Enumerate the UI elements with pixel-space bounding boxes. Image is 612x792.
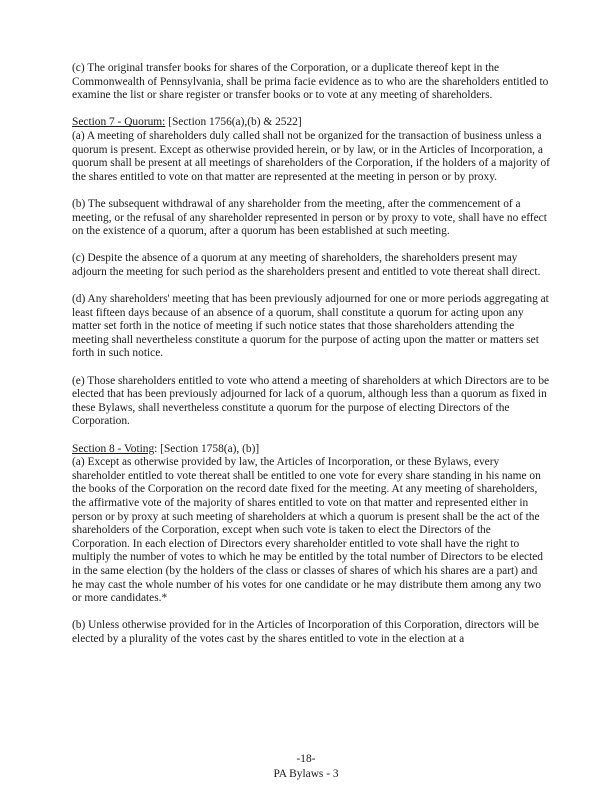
section-8-heading [72,443,550,457]
section-7-reference: [Section 1756(a),(b) & 2522] [165,116,302,129]
section-8-reference: : [Section 1758(a), (b)] [154,442,260,455]
section-7-title: Section 7 - Quorum: [72,116,166,129]
page-number: -18- [296,753,316,765]
section-8-paragraph-b: (b) Unless otherwise provided for in the Articles of Incorporation of this Corporation, directors will be elected by a plurality of the votes cast by the shares entitled to vote in the election at a [72,619,539,645]
section-7-paragraph-c: (c) Despite the absence of a quorum at any meeting of shareholders, the shareholders present may adjourn the meeting for such period as the shareholders present and entitled to vote thereat shall direct. [72,252,541,278]
section-7-heading [72,116,550,130]
document-body [72,62,550,660]
section-7-paragraph-a: (a) A meeting of shareholders duly called shall not be organized for the transaction of business unless a quorum is present. Except as otherwise provided herein, or by law, or in the Articles of Incorporation, a quorum shall be present at all meetings of shareholders of the Corporation, if the holders of a majority of the shares entitled to vote on that matter are represented at the meeting in person or by proxy. [72,129,550,183]
section-8-paragraph-a: (a) Except as otherwise provided by law, the Articles of Incorporation, or these Bylaws, every shareholder entitled to vote thereat shall be entitled to one vote for every share standing in his name on the books of the Corporation on the record date fixed for the meeting. At any meeting of shareholders, the affirmative vote of the majority of shares entitled to vote on that matter and represented either in person or by proxy at such meeting of shareholders at which a quorum is present shall be the act of the shareholders of the Corporation, except when such vote is taken to elect the Directors of the Corporation. In each election of Directors every shareholder entitled to vote shall have the right to multiply the number of votes to which he may be entitled by the total number of Directors to be elected in the same election (by the holders of the class or classes of shares of which his shares are a part) and he may cast the whole number of his votes for one candidate or he may distribute them among any two or more candidates.* [72,456,543,605]
footer-label: PA Bylaws - 3 [273,768,339,780]
section-7-paragraph-d: (d) Any shareholders' meeting that has been previously adjourned for one or more periods aggregating at least fifteen days because of an absence of a quorum, shall constitute a quorum for acting upon any matter set forth in the notice of meeting if such notice states that those shareholders attending the meeting shall nevertheless constitute a quorum for the purpose of acting upon the matter or matters set forth in such notice. [72,293,549,360]
section-7-paragraph-e: (e) Those shareholders entitled to vote who attend a meeting of shareholders at which Directors are to be elected that has been previously adjourned for lack of a quorum, although less than a quorum as fixed in these Bylaws, shall nevertheless constitute a quorum for the purpose of electing Directors of the Corporation. [72,374,550,428]
paragraph-transfer-books: (c) The original transfer books for shares of the Corporation, or a duplicate thereof kept in the Commonwealth of Pennsylvania, shall be prima facie evidence as to who are the shareholders entitled to examine the list or share register or transfer books or to vote at any meeting of shareholders. [72,62,549,102]
section-7-paragraph-b: (b) The subsequent withdrawal of any shareholder from the meeting, after the commencement of a meeting, or the refusal of any shareholder represented in person or by proxy to vote, shall have no effect on the existence of a quorum, after a quorum has been established at such meeting. [72,197,547,238]
section-8-title: Section 8 - Voting [72,442,155,455]
